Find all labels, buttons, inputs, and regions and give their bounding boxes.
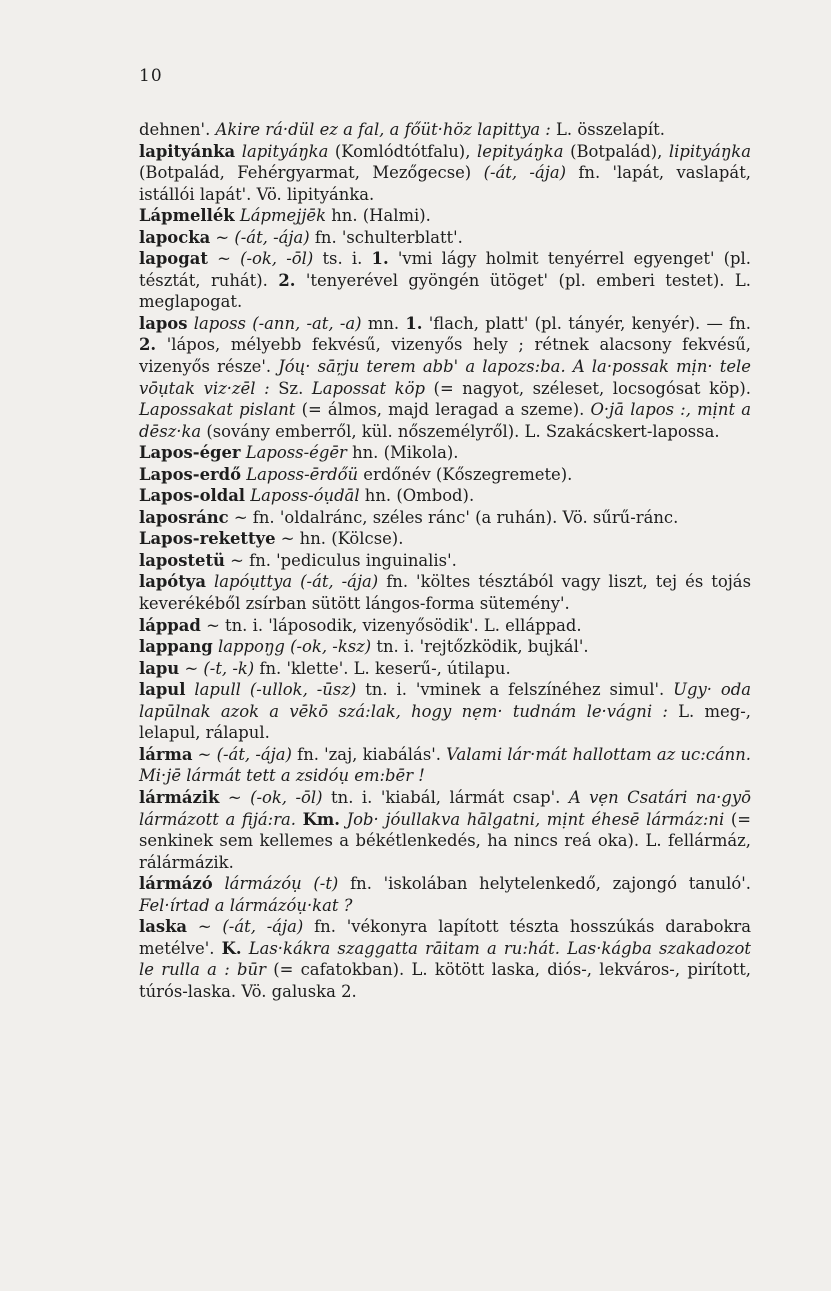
entry-text: ~ hn. (Kölcse). xyxy=(275,529,404,549)
entry-example: Las·kákra szaggatta rāitam a ru:hát. Las·kágba szakadozot le rulla a : būr xyxy=(139,938,751,980)
entry-example: Laposs-óụdāl xyxy=(250,486,360,506)
entry-headword: lapótya xyxy=(139,572,206,592)
entry-text: (Botpalád, Fehérgyarmat, Mezőgecse) xyxy=(139,163,484,183)
entry-text: (= nagyot, széleset, locsogósat köp). xyxy=(424,378,751,398)
entry-example: A vẹn Csatári na·gyō lármázott a fijá:ra. xyxy=(139,787,752,829)
entry-text: (Botpalád), xyxy=(563,141,669,161)
entry-example: lepityáŋka xyxy=(476,141,564,161)
dictionary-entry xyxy=(139,550,751,572)
entry-text: ~ fn. 'pediculus inguinalis'. xyxy=(224,550,457,570)
entry-text: fn. 'költes tésztából vagy liszt, tej és tojás keverékéből zsírban sütött lángos-forma sütemény'. xyxy=(139,572,751,614)
entry-headword: lármázik xyxy=(139,787,220,807)
entry-text: ~ xyxy=(192,744,217,764)
entry-headword: lappang xyxy=(139,637,213,657)
dictionary-entry xyxy=(139,873,751,916)
entry-example: Laposs-ērdőü xyxy=(246,464,359,484)
entry-example: (-át, -ája) xyxy=(483,163,566,183)
entry-headword: lárma xyxy=(139,744,193,764)
page-number: 10 xyxy=(139,66,163,86)
entry-headword: laposránc xyxy=(139,507,229,527)
entry-example: Jóų· sāŗju terem abb' a lapozs:ba. A la·possak mịn· tele vōụtak viz·zēl : xyxy=(139,357,751,398)
entry-text: ts. i. xyxy=(313,249,372,269)
entry-headword: láppad xyxy=(139,615,201,635)
dictionary-entry xyxy=(139,119,751,141)
entry-text: (Komlódtótfalu), xyxy=(328,141,477,161)
dictionary-entry xyxy=(139,571,751,614)
entry-example: Laposs-égēr xyxy=(245,443,347,463)
entry-text: ~ xyxy=(210,227,235,247)
dictionary-entry xyxy=(139,313,751,442)
entry-text: fn. 'klette'. L. keserű-, útilapu. xyxy=(254,658,511,678)
entry-text: ~ xyxy=(179,658,204,678)
entry-text xyxy=(340,810,347,829)
dictionary-entry xyxy=(139,636,751,658)
dictionary-entry xyxy=(139,442,751,464)
entry-text: ~ tn. i. 'láposodik, vizenyősödik'. L. elláppad. xyxy=(200,615,582,635)
entry-example: (-át, -ája) xyxy=(216,744,292,764)
entry-text: 'vmi lágy holmit tenyérrel egyenget' (pl. tésztát, ruhát). xyxy=(139,249,752,290)
entry-text: (= cafatokban). L. kötött laska, diós-, lekváros-, pirított, túrós-laska. Vö. galuska 2. xyxy=(139,960,751,1001)
entry-text: mn. xyxy=(361,313,406,333)
entry-text: 'flach, platt' (pl. tányér, kenyér). — fn. xyxy=(422,313,751,333)
entry-headword: lapocka xyxy=(139,227,211,247)
dictionary-entry xyxy=(139,464,751,486)
entry-text: L. meg-, lelapul, rálapul. xyxy=(139,701,751,743)
entry-text: ~ xyxy=(219,787,251,807)
entry-text: hn. (Mikola). xyxy=(346,443,459,463)
entry-example: laposs (-ann, -at, -a) xyxy=(193,313,362,333)
entry-text: ~ xyxy=(207,249,241,269)
entry-headword: Lapos-oldal xyxy=(139,486,246,506)
dictionary-entry xyxy=(139,787,751,873)
entry-text: Sz. xyxy=(269,378,312,398)
entry-text: 'lápos, mélyebb fekvésű, vizenyős hely ; rétnek alacsony fekvésű, vizenyős része'. xyxy=(139,335,751,377)
entry-text xyxy=(213,874,225,893)
entry-headword: lapu xyxy=(139,658,180,678)
entry-example: Lápmejjēk xyxy=(239,206,327,226)
dictionary-entry xyxy=(139,916,751,1002)
dictionary-entry xyxy=(139,141,751,206)
entry-text: tn. i. 'kiabál, lármát csap'. xyxy=(322,787,569,807)
entry-headword: lapostetü xyxy=(139,550,225,570)
entry-headword: Lapos-erdő xyxy=(139,464,242,484)
entry-example: (-ok, -ōl) xyxy=(240,249,314,269)
entry-example: Akire rá·dül ez a fal, a főüt·höz lapittya : xyxy=(215,120,551,139)
entry-text xyxy=(206,572,214,591)
entry-headword: Km. xyxy=(302,809,340,829)
entry-example: Job· jóullakva hālgatni, mịnt éhesē lármáz:ni xyxy=(346,809,725,829)
entry-example: (-át, -ája) xyxy=(234,227,310,247)
entry-example: Lapossakat pislant xyxy=(139,400,296,420)
entry-text: (= álmos, majd leragad a szeme). xyxy=(295,400,591,420)
entry-example: (-át, -ája) xyxy=(222,917,304,937)
entry-text: (= senkinek sem kellemes a békétlenkedés, ha nincs reá oka). L. fellármáz, rálármázik. xyxy=(139,809,751,872)
entry-headword: lapogat xyxy=(139,249,208,269)
dictionary-entries xyxy=(139,119,751,1002)
entry-headword: 2. xyxy=(139,335,157,355)
entry-text: (sovány emberről, kül. nőszemélyről). L. Szakácskert-lapossa. xyxy=(201,421,720,441)
entry-headword: lapul xyxy=(139,680,186,700)
entry-text: hn. (Halmi). xyxy=(326,206,431,226)
entry-example: lapóụttya (-át, -ája) xyxy=(213,572,379,592)
entry-text: fn. 'vékonyra lapított tészta hosszúkás darabokra metélve'. xyxy=(139,917,751,958)
entry-text: fn. 'zaj, kiabálás'. xyxy=(291,744,447,764)
entry-headword: Lápmellék xyxy=(139,206,235,226)
entry-text: L. összelapít. xyxy=(550,120,665,139)
entry-text xyxy=(242,939,249,958)
entry-headword: Lapos-rekettye xyxy=(139,529,276,549)
entry-text: tn. i. 'vminek a felszínéhez simul'. xyxy=(356,680,674,700)
entry-example: Fel·írtad a lármázóụ·kat ? xyxy=(139,895,353,915)
entry-example: lipityáŋka xyxy=(668,141,751,161)
entry-text: dehnen'. xyxy=(139,120,216,139)
entry-text: fn. 'lapát, vaslapát, istállói lapát'. Vö. lipityánka. xyxy=(139,163,751,204)
entry-example: lapull (-ullok, -ūsz) xyxy=(194,680,357,700)
dictionary-entry xyxy=(139,507,751,529)
dictionary-entry xyxy=(139,658,751,680)
entry-headword: 1. xyxy=(371,249,389,269)
entry-headword: K. xyxy=(221,938,242,958)
entry-example: (-t, -k) xyxy=(203,658,255,678)
entry-headword: laska xyxy=(139,917,188,937)
entry-example: lármázóụ (-t) xyxy=(224,874,339,894)
entry-text: ~ fn. 'oldalránc, széles ránc' (a ruhán). Vö. sűrű-ránc. xyxy=(228,507,679,527)
entry-text: erdőnév (Kőszegremete). xyxy=(358,464,573,484)
dictionary-entry xyxy=(139,679,751,744)
dictionary-entry xyxy=(139,248,751,313)
entry-headword: 1. xyxy=(405,313,423,333)
entry-text: fn. 'schulterblatt'. xyxy=(309,227,463,247)
entry-text: 'tenyerével gyöngén ütöget' (pl. emberi testet). L. meglapogat. xyxy=(139,270,751,312)
entry-example: O·jā lapos :, mịnt a dēsz·ka xyxy=(139,400,751,441)
entry-text: fn. 'iskolában helytelenkedő, zajongó tanuló'. xyxy=(338,874,751,894)
entry-example: lapityáŋka xyxy=(241,141,329,161)
entry-text: tn. i. 'rejtőzködik, bujkál'. xyxy=(371,637,589,657)
entry-example: lappoŋg (-ok, -ksz) xyxy=(218,637,372,657)
entry-example: (-ok, -ōl) xyxy=(250,787,323,807)
dictionary-entry xyxy=(139,615,751,637)
entry-text xyxy=(296,810,303,829)
entry-headword: lapityánka xyxy=(139,141,236,161)
entry-example: Valami lár·mát hallottam az uc:cánn. Mi·jē lármát tett a zsidóụ em:bēr ! xyxy=(139,744,752,786)
entry-text: ~ xyxy=(187,917,223,937)
entry-example: Ugy· oda lapūlnak azok a vēkō szá:lak, hogy nẹm· tudnám le·vágni : xyxy=(139,680,751,721)
entry-text: hn. (Ombod). xyxy=(359,486,475,506)
dictionary-entry xyxy=(139,227,751,249)
dictionary-entry xyxy=(139,205,751,227)
dictionary-entry xyxy=(139,485,751,507)
dictionary-entry xyxy=(139,528,751,550)
entry-headword: 2. xyxy=(278,270,296,290)
entry-headword: lapos xyxy=(139,313,188,333)
entry-headword: Lapos-éger xyxy=(139,443,241,463)
entry-headword: lármázó xyxy=(139,874,213,894)
dictionary-entry xyxy=(139,744,751,787)
entry-example: Lapossat köp xyxy=(311,378,425,398)
